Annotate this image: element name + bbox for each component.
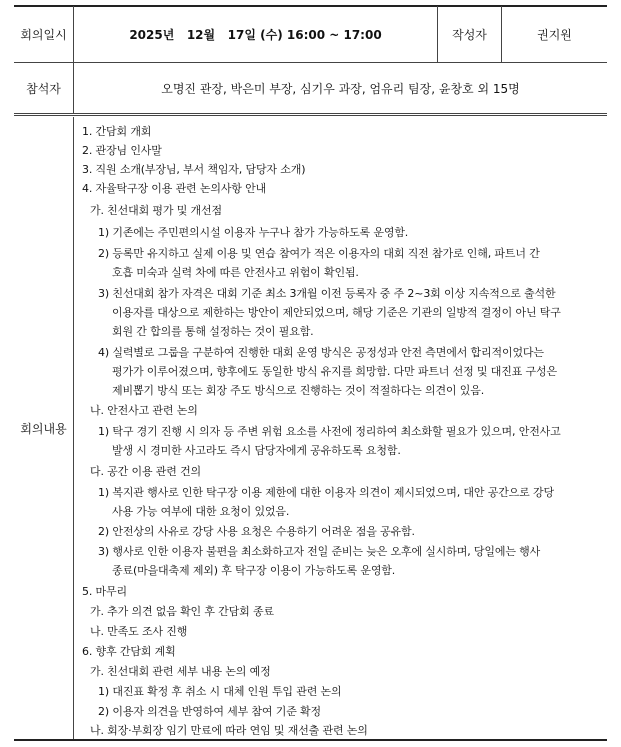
detail-line-continued: 종료(마을대축제 제외) 후 탁구장 이용이 가능하도록 운영함. [112,564,396,577]
subsection-heading: 다. 공간 이용 관련 건의 [90,465,202,478]
subsection-heading: 나. 회장·부회장 임기 만료에 따라 연임 및 재선출 관련 논의 [90,724,368,737]
attendees-value: 오명진 관장, 박은미 부장, 심기우 과장, 엄유리 팀장, 윤창호 외 15명 [161,81,520,96]
label-column-divider [73,117,74,739]
subsection-heading: 나. 안전사고 관련 논의 [90,404,198,417]
subsection-heading: 나. 만족도 조사 진행 [90,625,188,638]
agenda-item: 5. 마무리 [82,585,127,598]
detail-line-continued: 제비뽑기 방식 또는 회장 주도 방식으로 진행하는 것이 적절하다는 의견이 있음. [112,384,485,397]
agenda-item: 1. 간담회 개회 [82,125,152,138]
detail-line: 1) 대진표 확정 후 취소 시 대체 인원 투입 관련 논의 [98,685,342,698]
writer-label: 작성자 [452,27,487,42]
detail-line: 1) 탁구 경기 진행 시 의자 등 주변 위험 요소를 사전에 정리하여 최소화할 필요가 있으며, 안전사고 [98,425,561,438]
detail-line: 1) 기존에는 주민편의시설 이용자 누구나 참가 가능하도록 운영함. [98,226,409,239]
subsection-heading: 가. 친선대회 평가 및 개선점 [90,204,222,217]
agenda-item: 4. 자율탁구장 이용 관련 논의사항 안내 [82,182,267,195]
detail-line-continued: 회원 간 합의를 통해 설정하는 것이 필요함. [112,325,314,338]
detail-line: 2) 등록만 유지하고 실제 이용 및 연습 참여가 적은 이용자의 대회 직전 참가로 인해, 파트너 간 [98,247,540,260]
minutes-label: 회의내용 [20,421,67,436]
detail-line: 3) 친선대회 참가 자격은 대회 기준 최소 3개월 이전 등록자 중 주 2~3회 이상 지속적으로 출석한 [98,287,556,300]
writer-value: 권지원 [537,27,572,42]
meeting-date-value: 2025년 12월 17일 (수) 16:00 ~ 17:00 [129,27,382,42]
table-bottom-border [14,739,607,741]
subsection-heading: 가. 추가 의견 없음 확인 후 간담회 종료 [90,605,274,618]
subsection-heading: 가. 친선대회 관련 세부 내용 논의 예정 [90,665,271,678]
detail-line-continued: 사용 가능 여부에 대한 요청이 있었음. [112,505,290,518]
detail-line: 2) 이용자 의견을 반영하여 세부 참여 기준 확정 [98,705,321,718]
detail-line: 1) 복지관 행사로 인한 탁구장 이용 제한에 대한 이용자 의견이 제시되었으며, 대안 공간으로 강당 [98,486,554,499]
detail-line: 3) 행사로 인한 이용자 불편을 최소화하고자 전일 준비는 늦은 오후에 실시하며, 당일에는 행사 [98,545,541,558]
detail-line: 2) 안전상의 사유로 강당 사용 요청은 수용하기 어려운 점을 공유함. [98,525,415,538]
detail-line-continued: 호흡 미숙과 실력 차에 따른 안전사고 위험이 확인됨. [112,266,359,279]
row-divider-double [14,113,607,116]
agenda-item: 6. 향후 간담회 계획 [82,645,176,658]
meeting-date-label: 회의일시 [20,27,67,42]
agenda-item: 3. 직원 소개(부장님, 부서 책임자, 담당자 소개) [82,163,306,176]
detail-line-continued: 발생 시 경미한 사고라도 즉시 담당자에게 공유하도록 요청함. [112,444,401,457]
attendees-label: 참석자 [26,81,61,96]
detail-line-continued: 이용자를 대상으로 제한하는 방안이 제안되었으며, 해당 기준은 기관의 일방적 결정이 아닌 탁구 [112,306,561,319]
agenda-item: 2. 관장님 인사말 [82,144,162,157]
detail-line: 4) 실력별로 그룹을 구분하여 진행한 대회 운영 방식은 공정성과 안전 측면에서 합리적이었다는 [98,346,544,359]
detail-line-continued: 평가가 이루어졌으며, 향후에도 동일한 방식 유지를 희망함. 다만 파트너 선정 및 대진표 구성은 [112,365,557,378]
